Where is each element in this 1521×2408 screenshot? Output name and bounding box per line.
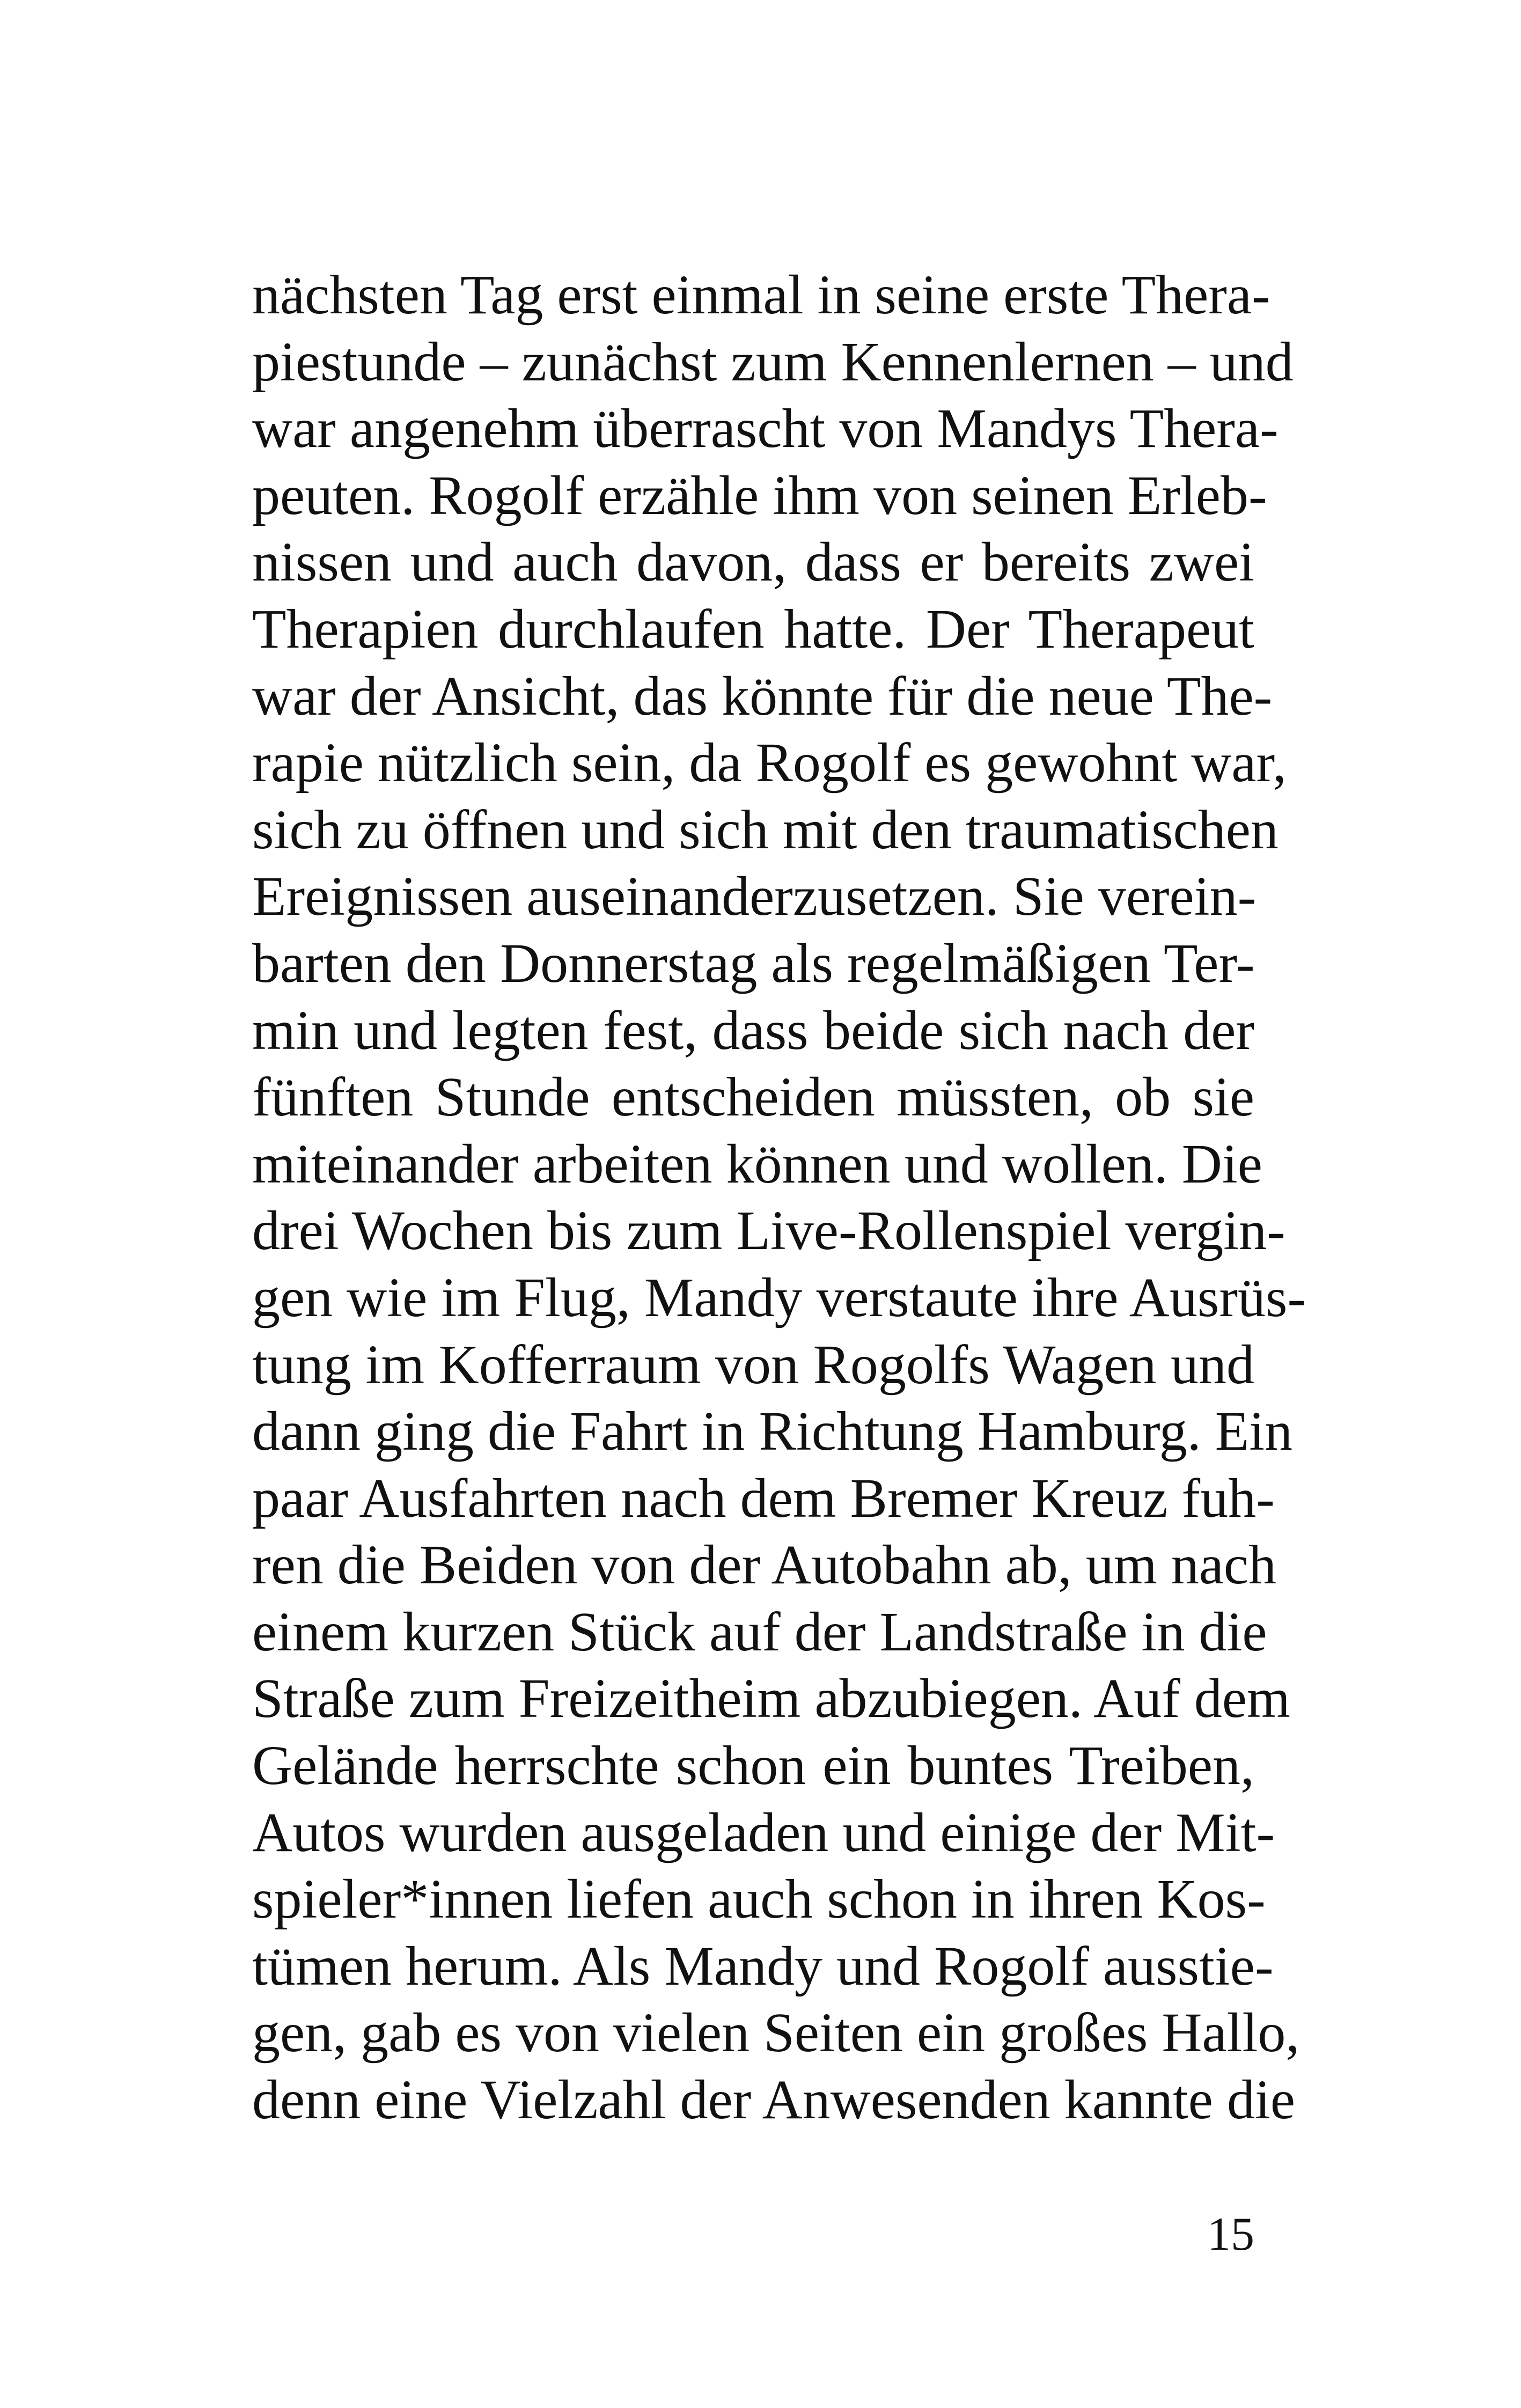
text-line: barten den Donnerstag als regelmäßigen Ter- [252, 932, 1255, 994]
text-line: ren die Beiden von der Autobahn ab, um nach [252, 1534, 1277, 1596]
text-line: war der Ansicht, das könnte für die neue The- [252, 665, 1273, 727]
text-line: min und legten fest, dass beide sich nach der [252, 999, 1254, 1061]
text-line: nächsten Tag erst einmal in seine erste Thera- [252, 264, 1270, 326]
text-line: nissen und auch davon, dass er bereits zwei [252, 531, 1254, 593]
body-text [252, 262, 1306, 2134]
text-line: tung im Kofferraum von Rogolfs Wagen und [252, 1333, 1254, 1396]
text-line: tümen herum. Als Mandy und Rogolf ausstie- [252, 1935, 1274, 1997]
text-line: drei Wochen bis zum Live-Rollenspiel vergin- [252, 1200, 1285, 1262]
text-line: piestunde – zunächst zum Kennenlernen – und [252, 331, 1294, 393]
text-line: war angenehm überrascht von Mandys Thera- [252, 398, 1278, 460]
text-line: spieler*innen liefen auch schon in ihren Kos- [252, 1868, 1266, 1930]
text-line: dann ging die Fahrt in Richtung Hamburg. Ein [252, 1400, 1293, 1463]
text-line: Therapien durchlaufen hatte. Der Therapeut [252, 598, 1254, 660]
text-line: peuten. Rogolf erzähle ihm von seinen Erleb- [252, 464, 1267, 526]
text-line: gen wie im Flug, Mandy verstaute ihre Ausrüs- [252, 1266, 1306, 1328]
text-line: Autos wurden ausgeladen und einige der Mit- [252, 1801, 1275, 1863]
text-line: denn eine Vielzahl der Anwesenden kannte die [252, 2069, 1296, 2131]
text-line: rapie nützlich sein, da Rogolf es gewohnt war, [252, 732, 1287, 794]
text-line: Ereignissen auseinanderzusetzen. Sie verein- [252, 865, 1257, 928]
text-line: gen, gab es von vielen Seiten ein großes Hallo, [252, 2002, 1300, 2064]
text-line: paar Ausfahrten nach dem Bremer Kreuz fuh- [252, 1467, 1275, 1529]
text-line: einem kurzen Stück auf der Landstraße in die [252, 1601, 1267, 1663]
text-line: sich zu öffnen und sich mit den traumatischen [252, 798, 1278, 861]
text-line: Gelände herrschte schon ein buntes Treiben, [252, 1735, 1254, 1797]
text-line: Straße zum Freizeitheim abzubiegen. Auf dem [252, 1668, 1290, 1730]
text-line: miteinander arbeiten können und wollen. Die [252, 1133, 1262, 1195]
text-line: fünften Stunde entscheiden müssten, ob sie [252, 1066, 1254, 1128]
page-number: 15 [1207, 2208, 1254, 2260]
